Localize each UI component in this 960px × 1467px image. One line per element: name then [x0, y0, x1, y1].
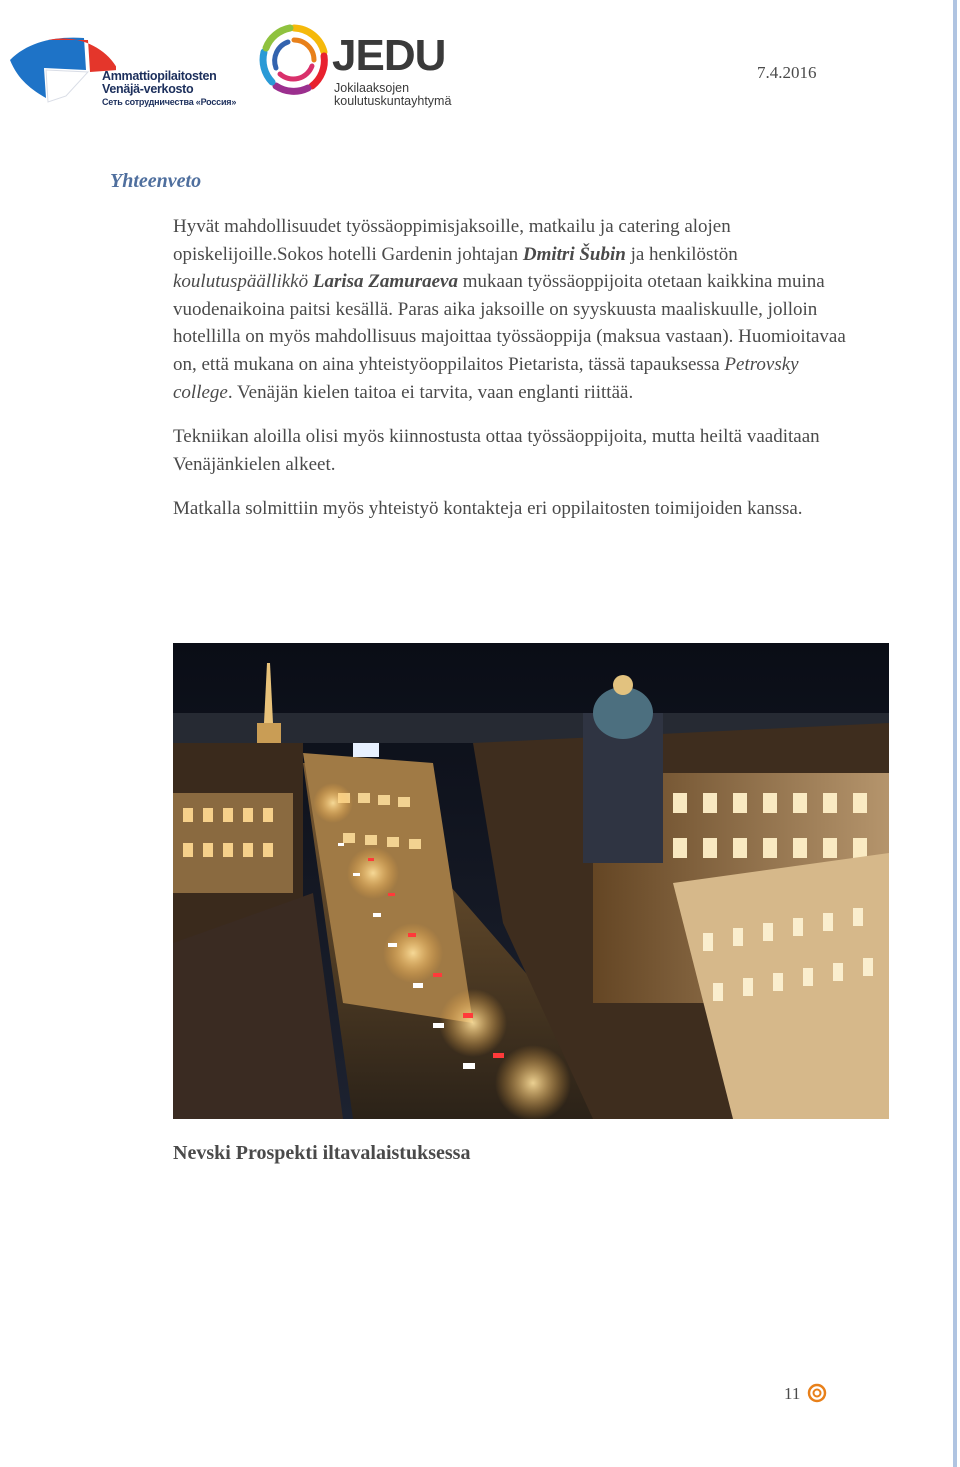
logo-left-line3: Сеть сотрудничества «Россия» [102, 97, 237, 107]
ammattiopilaitosten-logo-mark [6, 30, 116, 112]
city-night-illustration [173, 643, 889, 1119]
jedu-ring-icon [256, 22, 332, 98]
paragraph-2: Tekniikan aloilla olisi myös kiinnostusta ottaa työssäoppijoita, mutta heiltä vaaditaan Venäjänkielen alkeet. [173, 426, 820, 475]
ammattiopilaitosten-logo-text [102, 70, 236, 109]
photo-caption: Nevski Prospekti iltavalaistuksessa [173, 1142, 471, 1164]
logo-right-line2: koulutuskuntayhtymä [334, 94, 452, 108]
college-name: Petrovsky college [173, 353, 799, 403]
section-heading: Yhteenveto [110, 170, 202, 192]
jedu-logo [256, 22, 466, 114]
logo-left-line2: Venäjä-verkosto [102, 82, 194, 96]
role-koulutuspaallikko: koulutuspäällikkö [173, 271, 309, 293]
paragraph-1 [173, 213, 853, 406]
jedu-wordmark: JEDU [332, 31, 446, 80]
jedu-subtitle [334, 82, 451, 108]
page-number: 11 [784, 1384, 801, 1403]
p1-text-1: Hyvät mahdollisuudet työssäoppimisjaksoille, matkailu ja catering alojen opiskelijoille.Sokos hotelli Gardenin johtajan [173, 216, 731, 265]
p1-text-5: . Venäjän kielen taitoa ei tarvita, vaan englanti riittää. [227, 381, 634, 403]
logo-left-line1: Ammattiopilaitosten [102, 69, 217, 83]
nevsky-prospekt-photo [173, 643, 889, 1119]
name-dmitri-subin: Dmitri Šubin [522, 243, 626, 265]
p1-text-4: mukaan työssäoppijoita otetaan kaikkina muina vuodenaikoina paitsi kesällä. Paras aika jaksoille on syyskuusta maaliskuulle, jolloin hotellilla on myös mahdollisuus majoittaa työssäoppija (maksua vastaan). Huomioitavaa on, että mukana on aina yhteistyöoppilaitos Pietarista, tässä tapauksessa [173, 271, 846, 375]
document-date: 7.4.2016 [757, 63, 817, 82]
ammattiopilaitosten-logo [6, 30, 236, 112]
name-larisa-zamuraeva: Larisa Zamuraeva [312, 271, 458, 293]
p1-text-2: ja henkilöstön [625, 243, 738, 265]
page-right-rule [953, 0, 957, 1467]
paragraph-3: Matkalla solmittiin myös yhteistyö kontakteja eri oppilaitosten toimijoiden kanssa. [173, 498, 803, 520]
logo-right-line1: Jokilaaksojen [334, 81, 410, 95]
body-text [173, 213, 853, 540]
page-ring-icon [806, 1382, 828, 1404]
